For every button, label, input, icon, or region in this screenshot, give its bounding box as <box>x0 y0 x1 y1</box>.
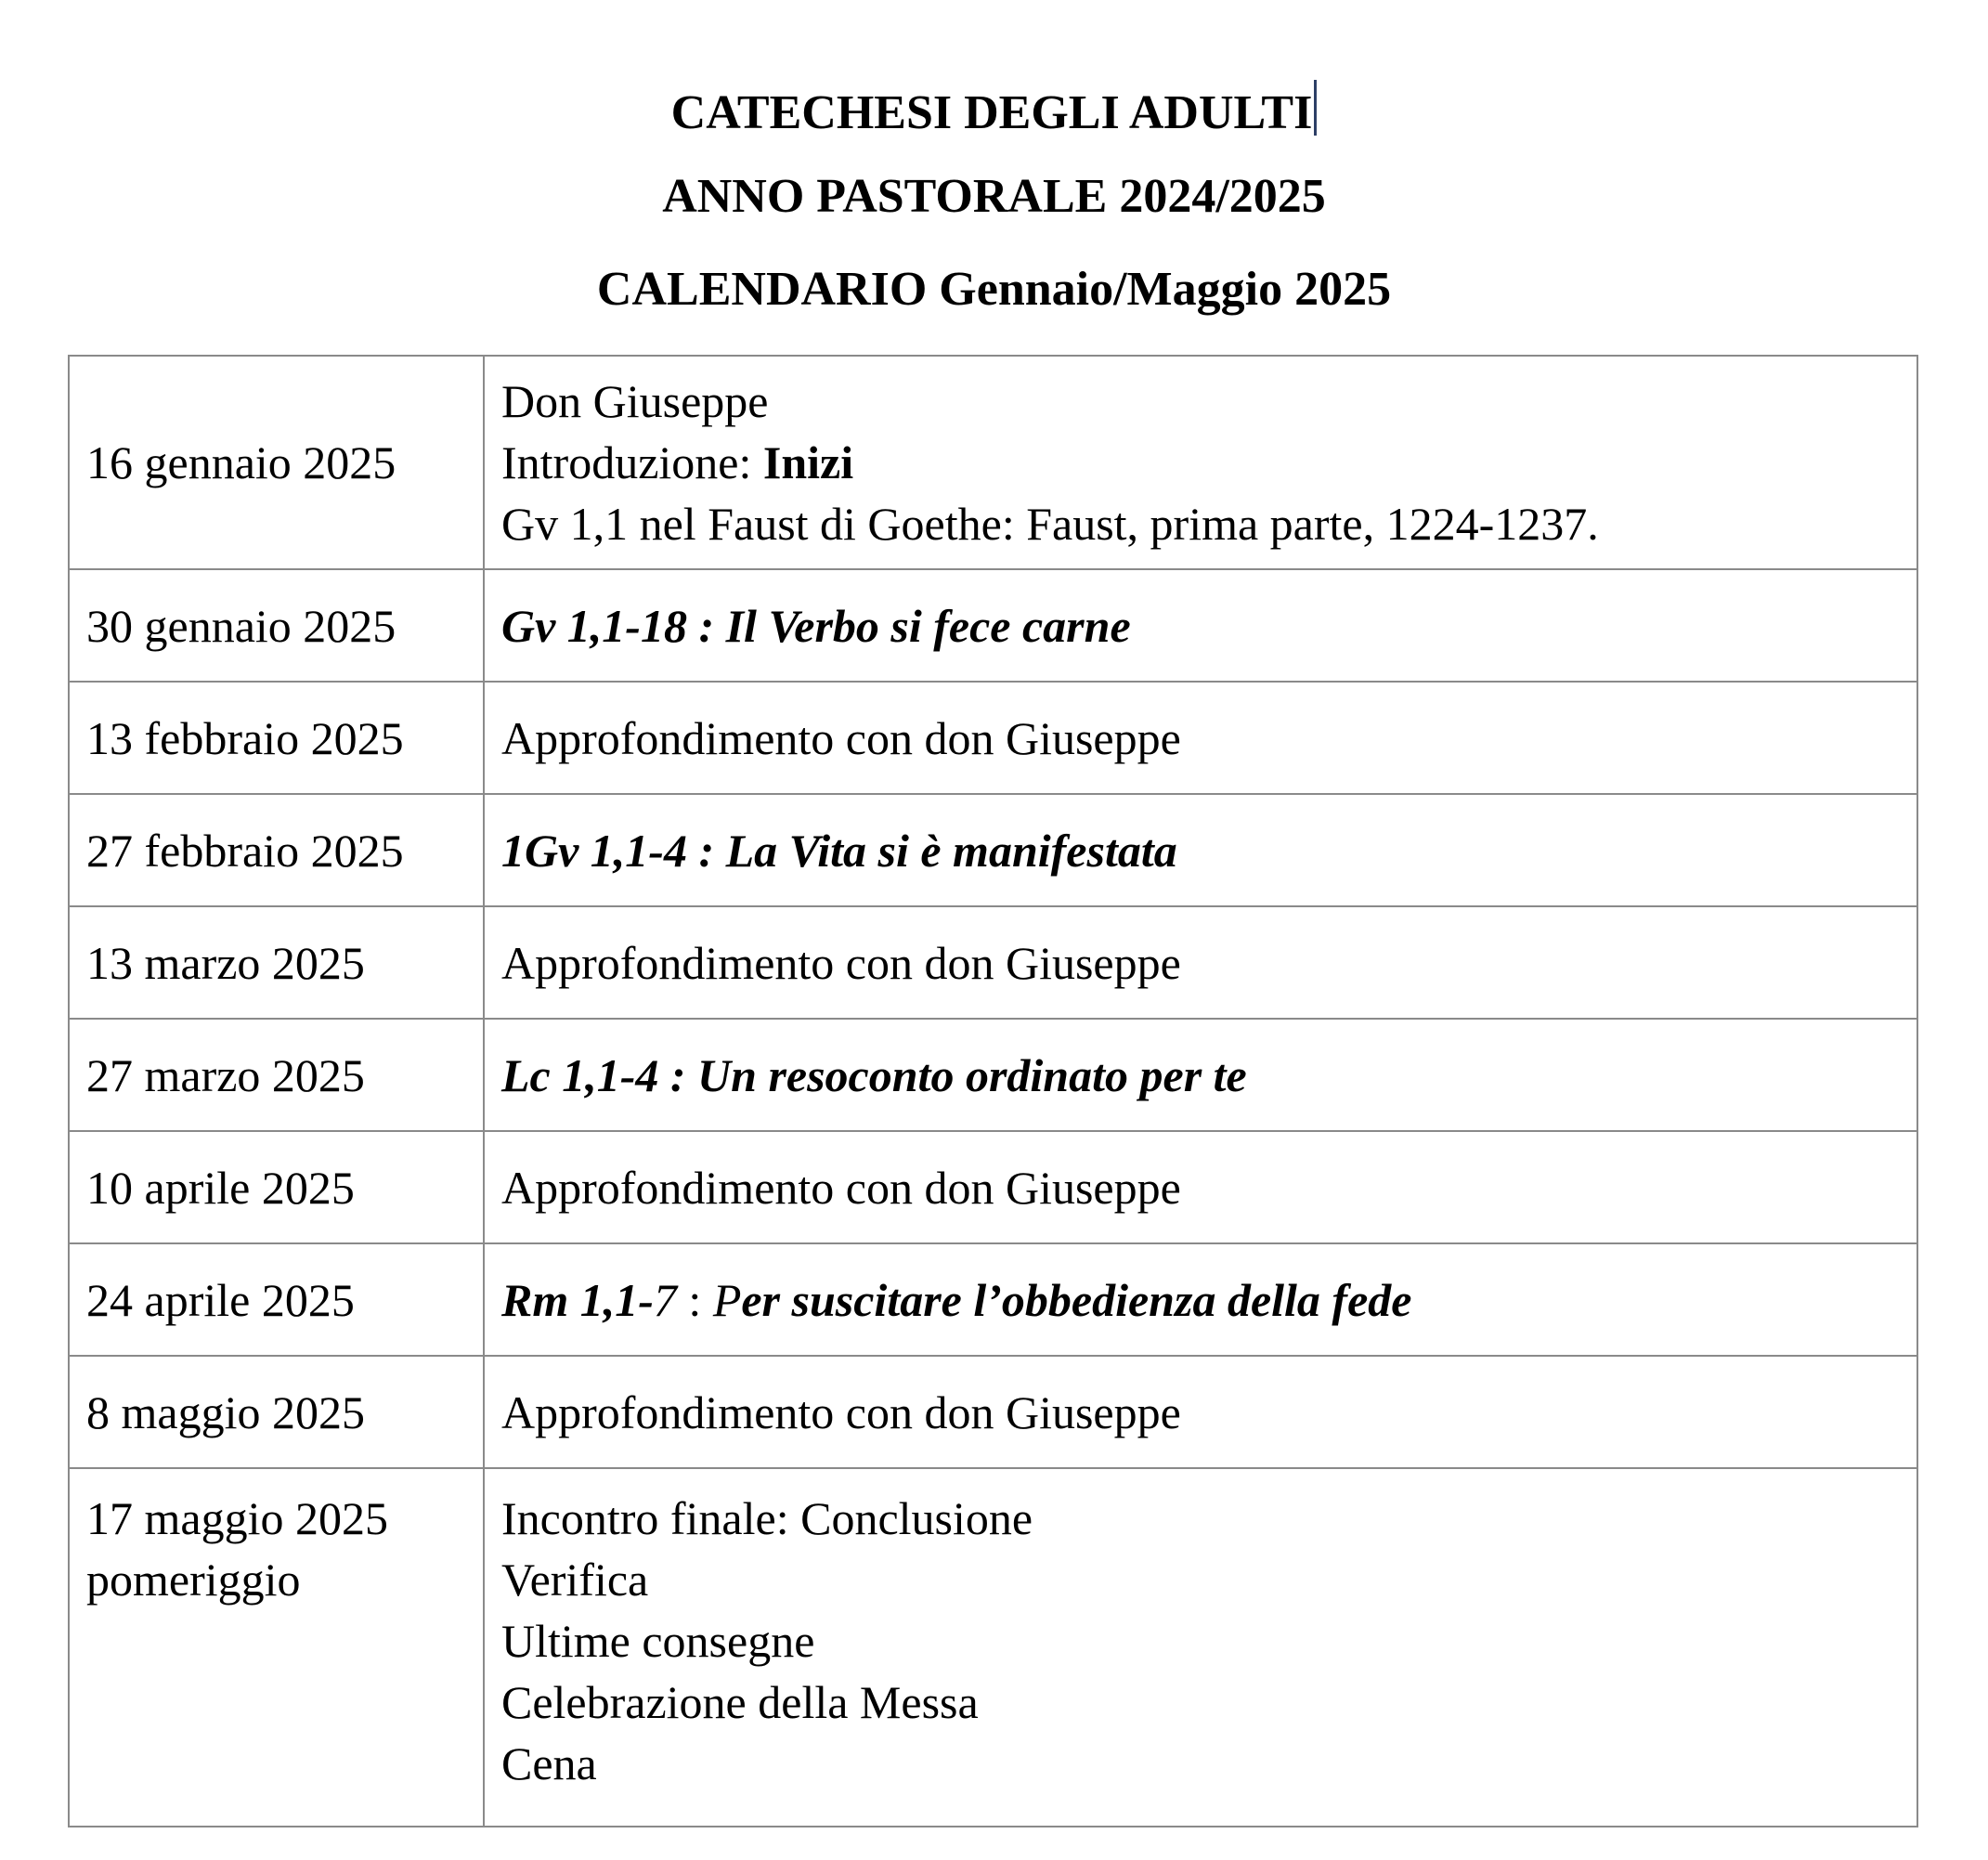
intro-label: Introduzione: <box>501 436 763 488</box>
date-cell <box>69 1468 484 1827</box>
date-cell: 8 maggio 2025 <box>69 1356 484 1468</box>
topic-cell: Lc 1,1-4 : Un resoconto ordinato per te <box>484 1019 1917 1131</box>
speaker-name: Don Giuseppe <box>501 375 769 427</box>
topic-cell: 1Gv 1,1-4 : La Vita si è manifestata <box>484 794 1917 906</box>
date-note: pomeriggio <box>86 1554 301 1606</box>
date-cell: 24 aprile 2025 <box>69 1243 484 1356</box>
table-row <box>69 794 1917 906</box>
list-item: Ultime consegne <box>501 1615 815 1667</box>
intro-title: Inizi <box>762 436 854 488</box>
topic-ref-part: Rm 1,1- <box>501 1273 654 1326</box>
date-cell: 13 marzo 2025 <box>69 906 484 1019</box>
topic-title-part: er suscitare l’obbedienza della fede <box>741 1273 1412 1326</box>
reference-line: Gv 1,1 nel Faust di Goethe: Faust, prima parte, 1224-1237. <box>501 498 1599 550</box>
date-cell: 27 marzo 2025 <box>69 1019 484 1131</box>
calendar-table <box>68 355 1918 1827</box>
intro-line <box>501 432 1900 493</box>
date-cell: 27 febbraio 2025 <box>69 794 484 906</box>
topic-cell: Gv 1,1-18 : Il Verbo si fece carne <box>484 569 1917 682</box>
topic-ref-part: 7 <box>653 1273 677 1326</box>
table-row <box>69 1019 1917 1131</box>
description-cell: Approfondimento con don Giuseppe <box>484 1131 1917 1243</box>
table-row <box>69 682 1917 794</box>
description-cell <box>484 1468 1917 1827</box>
text-cursor <box>1314 80 1317 136</box>
list-item: Cena <box>501 1737 597 1789</box>
list-item: Incontro finale: Conclusione <box>501 1492 1033 1544</box>
description-cell: Approfondimento con don Giuseppe <box>484 906 1917 1019</box>
table-row <box>69 906 1917 1019</box>
date-cell: 10 aprile 2025 <box>69 1131 484 1243</box>
description-cell: Approfondimento con don Giuseppe <box>484 682 1917 794</box>
date-cell: 13 febbraio 2025 <box>69 682 484 794</box>
list-item: Celebrazione della Messa <box>501 1676 979 1728</box>
date-text: 17 maggio 2025 <box>86 1492 388 1544</box>
table-row <box>69 356 1917 569</box>
description-cell <box>484 356 1917 569</box>
description-cell: Approfondimento con don Giuseppe <box>484 1356 1917 1468</box>
table-row <box>69 569 1917 682</box>
table-row <box>69 1243 1917 1356</box>
table-row <box>69 1468 1917 1827</box>
document-title-text: CATECHESI DEGLI ADULTI <box>670 86 1313 139</box>
document-title <box>0 80 1988 137</box>
topic-separator: : <box>676 1273 713 1326</box>
pastoral-year-heading: ANNO PASTORALE 2024/2025 <box>662 170 1326 223</box>
table-row <box>69 1356 1917 1468</box>
table-row <box>69 1131 1917 1243</box>
date-cell: 16 gennaio 2025 <box>69 356 484 569</box>
topic-cell <box>484 1243 1917 1356</box>
topic-title-part: P <box>712 1273 742 1326</box>
date-cell: 30 gennaio 2025 <box>69 569 484 682</box>
calendar-heading: CALENDARIO Gennaio/Maggio 2025 <box>596 263 1392 316</box>
list-item: Verifica <box>501 1554 649 1606</box>
